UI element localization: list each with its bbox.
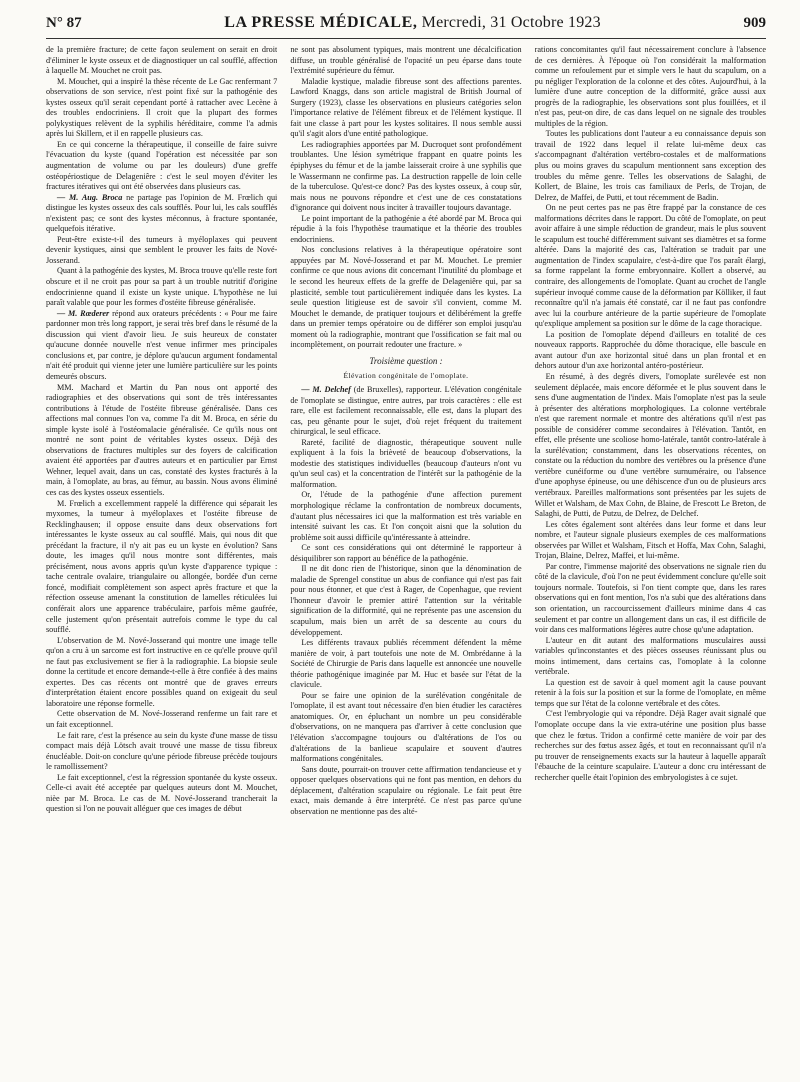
paragraph-text: répond aux orateurs précédents : « Pour me faire pardonner mon très long rapport, je serai très bref dans le résumé de la discussion qui vient d'avoir lieu. Je suis heureux de constater qu'aucune donnée nouvelle n'est venue infirmer mes principales conclusions et, par contre, je déplore qu'aucun argument fondamental n'ait été produit qui vienne jeter une lumière particulière sur les points demeurés obscurs. [46, 308, 278, 381]
paragraph [46, 383, 277, 499]
paragraph-text: La question est de savoir à quel moment agit la cause pouvant retenir à la fois sur la position et sur la forme de l'omoplate, en même temps que sur l'état de la colonne vertébrale et des côtes. [534, 677, 766, 708]
paragraph [46, 45, 277, 77]
paragraph-text: ne sont pas absolument typiques, mais montrent une décalcification diffuse, un trouble généralisé de l'opacité un peu éparse dans toute l'extrémité supérieure du fémur. [290, 45, 522, 76]
column-2 [290, 45, 521, 1075]
paragraph [46, 773, 277, 815]
section-subheading: Élévation congénitale de l'omoplate. [343, 371, 469, 381]
paragraph-text: Les côtes également sont altérées dans leur forme et dans leur nombre, et l'auteur signale plusieurs exemples de ces malformations observées par Willet et Walsham, Fitsch et Hoffa, Max Cohn, Salaghi, Trojan, Blaine, Delrez, Maffei, et lui-même. [534, 519, 766, 561]
paragraph [535, 636, 766, 678]
paragraph-text: (de Bruxelles), rapporteur. L'élévation congénitale de l'omoplate se distingue, entre autres, par trois caractères : elle est rare, elle est facilement reconnaissable, elle est, dans la plupart des cas, peu gênante pour le sujet, d'où rejet fréquent du traitement chirurgical, le seul efficace. [290, 384, 522, 437]
paragraph [535, 330, 766, 372]
paragraph [290, 438, 521, 491]
paragraph [290, 490, 521, 543]
paragraph [290, 543, 521, 564]
paragraph-text: M. Frœlich a excellemment rappelé la différence qui séparait les myxomes, la tumeur à myéloplaxes et l'ostéite fibreuse de Recklinghausen; il oppose ensuite dans deux observations fort intéressantes le kyste osseux au cal soufflé. Mais, qui nous dit que précédant la fracture, il n'y ait pas eu un kyste en évolution? Sans doute, les images qu'il nous montre sont différentes, mais précisément, nous avons appris qu'un kyste d'apparence typique : tache centrale ovalaire, triangulaire ou allongée, bordée d'un cerne foncé, modifiait complètement son aspect après fracture et que la réfection osseuse amenant la constitution de lamelles réticulées lui conférait alors une apparence trabéculaire, parfois même gaufrée, celle justement qu'on présentait autrefois comme le type du cal soufflé. [46, 498, 278, 635]
paragraph [290, 245, 521, 350]
paragraph-text: MM. Machard et Martin du Pan nous ont apporté des radiographies et des observations qui sont de très intéressantes contributions à l'étude de l'ostéite fibreuse généralisée. Dans ces affections mal connues l'on va, comme l'a dit M. Broca, en série du simple kyste isolé à l'ostéomalacie généralisée. Ce qu'ils nous ont montré ne sont point de véritables kystes osseux. Déjà des observations de fractures multiples sur des foyers de calcification avaient été apportées par d'autres auteurs et en particulier par Ernst Wehner, lequel avait, dans un cas, constaté des kystes fracturés à la main, à l'omoplate, au bras, au fémur, au bassin. Nous avons éliminé ces cas des kystes osseux essentiels. [46, 382, 278, 497]
paragraph [535, 562, 766, 636]
paragraph-text: En résumé, à des degrés divers, l'omoplate surélevée est non seulement déplacée, mais encore déformée et le plus souvent dans le sens d'une augmentation de l'index. Mais l'omoplate n'est pas la seule à présenter des altérations morphologiques. La colonne vertébrale n'est que rarement normale et montre des altérations qu'il n'est pas possible de considérer comme secondaires à l'élévation. Tantôt, en effet, elle présente une scoliose homo-latérale, tantôt contro-latérale à la surélévation; constamment, dans les observations récentes, on constate ou la réduction du nombre des vertèbres ou la présence d'une vertèbre cunéiforme ou d'une vertèbre surnuméraire, ou l'absence d'une apophyse épineuse, ou une déhiscence d'un ou de plusieurs arcs vertébraux. Pareilles malformations sont présentées par les sujets de Willet et Walsham, de Max Cohn, de Blaine, de Frescott Le Breton, de Salaghi, de Putti, de Putzu, de Delrez, de Delchef. [534, 371, 766, 519]
paragraph [46, 731, 277, 773]
paragraph [46, 140, 277, 193]
paragraph [290, 385, 521, 438]
paragraph-text: de la première fracture; de cette façon seulement on serait en droit d'éliminer le kyste osseux et de diagnostiquer un cal soufflé, affection à laquelle M. Mouchet ne croit pas. [46, 45, 278, 76]
speaker-name: — M. Rœderer [57, 308, 110, 318]
paragraph-text: Or, l'étude de la pathogénie d'une affection purement morphologique réclame la confrontation de nombreux documents, d'autant plus nécessaires ici que la malformation est très variable en intensité suivant les cas. Et l'on conçoit aisni que la solution du problème soit aussi difficile qu'intéressante à atteindre. [290, 490, 522, 542]
paragraph [46, 77, 277, 140]
column-1 [46, 45, 277, 1075]
issue-number: N° 87 [46, 15, 82, 31]
paragraph-text: Sans doute, pourrait-on trouver cette affirmation tendancieuse et y opposer quelques observations qui ne font pas mention, en dehors du déplacement, d'altération scapulaire ou régionale. Le fait peut être exact, mais demande à être interprété. Ce n'est pas parce qu'une observation ne mentionne pas des alté- [290, 764, 522, 816]
paragraph [290, 564, 521, 638]
paragraph [535, 678, 766, 710]
paragraph [535, 203, 766, 330]
paragraph [290, 45, 521, 77]
paragraph [290, 765, 521, 818]
section-heading: Troisième question : [369, 355, 443, 366]
page-header [46, 14, 766, 39]
paragraph-text: Toutes les publications dont l'auteur a eu connaissance depuis son travail de 1922 dans lequel il relate lui-même deux cas s'accompagnant d'altération vertébro-costales et de malformations plus ou moins graves du scapulum mentionnent sans exception des troubles du même genre. Telles les observations de Salaghi, de Kollert, de Blaine, les trois cas familiaux de Perls, de Trojan, de Delrez, de Maffei, de Putti, et tout récemment de Badin. [534, 129, 766, 202]
publication-date: Mercredi, 31 Octobre 1923 [421, 14, 601, 31]
paragraph-text: Le fait exceptionnel, c'est la régression spontanée du kyste osseux. Celle-ci avait été acceptée par quelques auteurs dont M. Mouchet, nièe par M. Broca. Le cas de M. Nové-Josserand trancherait la question si l'on ne pouvait alléguer que ces images de début [46, 772, 278, 814]
paragraph-text: Quant à la pathogénie des kystes, M. Broca trouve qu'elle reste fort obscure et il ne croit pas pour sa part à un trouble nutritif d'origine endocrinienne quand il existe un kyste unique. L'hypothèse ne lui paraît valable que pour les formes d'ostéite fibreuse généralisée. [46, 266, 278, 308]
paragraph [290, 638, 521, 691]
paragraph [290, 214, 521, 246]
paragraph [535, 45, 766, 129]
paragraph-text: Peut-être existe-t-il des tumeurs à myéloplaxes qui peuvent devenir kystiques, ainsi que semblent le prouver les faits de Nové-Josserand. [46, 234, 278, 265]
paragraph-text: En ce qui concerne la thérapeutique, il conseille de faire suivre l'évacuation du kyste (quand l'opération est nécessitée par son augmentation de volume ou par les douleurs) d'une greffe ostéopériostique de Delageniêre : c'est le seul moyen d'éviter les fractures itératives qui ont été observées dans plusieurs cas. [46, 139, 278, 192]
publication-title: LA PRESSE MÉDICALE, [224, 14, 418, 31]
paragraph-text: Le point important de la pathogénie a été abordé par M. Broca qui répudie à la fois l'hypothèse traumatique et la théorie des troubles endocriniens. [290, 213, 522, 244]
paragraph-text: Les différents travaux publiés récemment défendent la même manière de voir, à part toutefois une note de M. Ombrédanne à la Société de Chirurgie de Paris dans laquelle est annoncée une nouvelle théorie pathogénique imaginée par M. Huc et basée sur l'état de la clavicule. [290, 638, 522, 690]
paragraph-text: Pour se faire une opinion de la surélévation congénitale de l'omoplate, il est avant tout nécessaire d'en bien étudier les caractères anatomiques. Or, en épluchant un nombre un peu considérable d'observations, on ne manquera pas d'arriver à cette conclusion que l'élévation s'accompagne toujours ou d'altérations de l'os ou d'altérations de la banlieue scapulaire et souvent d'autres malformations congénitales. [290, 690, 522, 764]
paragraph [290, 691, 521, 765]
speaker-name: — M. Aug. Broca [57, 192, 123, 202]
paragraph [46, 309, 277, 383]
paragraph [46, 499, 277, 636]
paragraph [290, 77, 521, 140]
paragraph-text: Rareté, facilité de diagnostic, thérapeutique souvent nulle expliquent à la fois la brièveté de beaucoup d'observations, la modestie des statistiques individuelles (beaucoup d'auteurs n'ont vu qu'un seul cas) et la concentration de l'intérêt sur la pathogénie de la malformation. [290, 437, 522, 489]
paragraph [535, 709, 766, 783]
paragraph [535, 129, 766, 203]
paragraph [46, 235, 277, 267]
paragraph-text: Il ne dit donc rien de l'historique, sinon que la dénomination de maladie de Sprengel constitue un abus de confiance qui n'est pas fait pour nous étonner, et que c'est à Rager, de Copenhague, que revient l'honneur d'avoir le premier attiré l'attention sur la véritable signification de la difformité, qui ne représente pas une ascension du scapulum, mais bien un arrêt de sa descente au cours du développement. [290, 564, 522, 637]
paragraph-text: Le fait rare, c'est la présence au sein du kyste d'une masse de tissu compact mais déjà Lötsch avait trouvé une masse de tissu fibreux énucléable. Doit-on conclure qu'une période fibreuse précède toujours le ramollissement? [46, 730, 278, 772]
paragraph [46, 266, 277, 308]
paragraph-text: L'observation de M. Nové-Josserand qui montre une image telle qu'on a cru à un sarcome est fort instructive en ce qu'elle prouve qu'il ne faut pas exclusivement se fier à la radiographie. La biopsie seule donne la certitude et encore demande-t-elle à être confiée à des mains expertes. Des cas récents ont montré que de graves erreurs d'interprétation étaient encore possibles quand on exigeait du seul laboratoire une réponse formelle. [46, 635, 278, 708]
paragraph-text: On ne peut certes pas ne pas être frappé par la constance de ces malformations décrites dans le rapport. Du côté de l'omoplate, on peut avoir affaire à une simple réduction de grandeur, mais le plus souvent le scapulum est touché différemment suivant ses diamètres et sa forme altérée. Dans la majorité des cas, l'altération se traduit par une augmentation de l'index scapulaire, c'est-à-dire que l'os paraît élargi, sa forme rappelant la forme embryonnaire. Kollert a observé, au contraire, des allongements de l'omoplate. Quant au crochet de l'angle supérieur invoqué comme cause de la déformation par Kölliker, il faut reconnaître qu'il n'a jamais été constaté, car il ne faut pas confondre avec lui la courbure antérieure de la partie supérieure de l'omoplate qu'explique amplement sa position sur le dôme de la cage thoracique. [534, 203, 766, 329]
paragraph-text: La position de l'omoplate dépend d'ailleurs en totalité de ces nouveaux rapports. Rapprochée du dôme thoracique, elle bascule en avant autour d'un axe horizontal situé dans un plan frontal et en dehors autour d'un axe horizontal antéro-postérieur. [534, 329, 766, 371]
page-number: 909 [743, 15, 766, 31]
paragraph-text: Ce sont ces considérations qui ont déterminé le rapporteur à désiquilibrer son rapport au bénéfice de la pathogénie. [290, 543, 522, 563]
paragraph-text: ne partage pas l'opinion de M. Frœlich qui distingue les kystes osseux des cals soufflés. Pour lui, les cals soufflés n'existent pas; ce sont des kystes méconnus, à fracture spontanée, quelquefois itérative. [46, 192, 278, 234]
paragraph [290, 140, 521, 214]
paragraph-text: Les radiographies apportées par M. Ducroquet sont profondément troublantes. Une lésion symétrique frappant en quatre points les épiphyses du fémur et de la jambe laisserait croire à une syphilis que le Wassermann ne confirme pas. La destruction rappelle de loin celle de la tuberculose. Qu'est-ce donc? Pas des kystes osseux, à coup sûr, mais nous ne pouvons répondre et c'est une de ces constatations d'ignorance qui doivent nous inciter à travailler toujours davantage. [290, 139, 522, 213]
paragraph [46, 636, 277, 710]
paragraph [46, 193, 277, 235]
paragraph-text: Nos conclusions relatives à la thérapeutique opératoire sont appuyées par M. Nové-Josserand et par M. Mouchet. Le premier confirme ce que nous avions dit concernant l'inutilité du plombage et le second les heureux effets de la greffe de Delageniêre qui, par sa plasticité, semble tout particulièrement indiquée dans les kystes. La seule question litigieuse est de savoir s'il convient, comme M. Mouchet le demande, de pratiquer toujours et délibérément la greffe dans un premier temps opératoire ou de différer son emploi jusqu'au moment où la radiographie, montrant que l'ossification se fait mal ou incomplètement, on pourrait redouter une fracture. » [290, 245, 522, 350]
paragraph-text: C'est l'embryologie qui va répondre. Déjà Rager avait signalé que l'omoplate occupe dans la vie extra-utérine une position plus basse que chez le fœtus. Tridon a confirmé cette manière de voir par des recherches sur des fœtus assez âgés, et tout en reconnaissant qu'il n'a pu trouver de renseignements exacts sur la hauteur à laquelle apparaît l'ébauche de la ceinture scapulaire. L'auteur a donc cru intéressant de rechercher quelle était l'opinion des embryologistes à ce sujet. [534, 709, 766, 782]
paragraph-text: Maladie kystique, maladie fibreuse sont des affections parentes. Lawford Knaggs, dans son article magistral de British Journal of Surgery (1923), classe les observations en plusieurs catégories selon l'importance relative de l'élément fibreux et de l'élément kystique. Il fait une classe à part pour les kystes solitaires. Il nous semble aussi qu'il s'agit alors d'une entité pathologique. [290, 76, 522, 139]
paragraph-text: M. Mouchet, qui a inspiré la thèse récente de Le Gac renfermant 7 observations de son service, n'est point fixé sur la pathogénie des kystes osseux qu'il serait cependant porté à rattacher avec Lecène à des troubles endocriniens. Il croit que la plupart des formes polykystiques relèvent de la syphilis héréditaire, comme l'a admis après lui Skillern, et il en rappelle plusieurs cas. [46, 76, 278, 139]
speaker-name: — M. Delchef [301, 384, 351, 394]
masthead [224, 14, 601, 32]
paragraph-text: rations concomitantes qu'il faut nécessairement conclure à l'absence de ces dernières. À l'époque où l'on considérait la malformation comme un refoulement pur et simple vers le haut du scapulum, on a pu négliger l'exploration de la colonne et des côtes. Aujourd'hui, à la lumière d'une autre conception de la difformité, grâce aussi aux progrès de la radiographie, les observations sont plus fouillées, et il n'est pas, peut-on dire, de cas dans lequel on ne signale des troubles multiples de la région. [534, 45, 766, 128]
paragraph [46, 709, 277, 730]
paragraph-text: Cette observation de M. Nové-Josserand renferme un fait rare et un fait exceptionnel. [46, 709, 278, 729]
text-columns [46, 45, 766, 1075]
paragraph-text: Par contre, l'immense majorité des observations ne signale rien du côté de la clavicule, d'où l'on ne peut évidemment conclure qu'elle soit toujours normale. Toutefois, si l'on tient compte que, dans les rares observations qui en font mention, l'os n'a subi que des altérations dans son orientation, un raccourcissement d'ailleurs minime dans 4 cas seulement et par contre un allongement dans un cas, il est difficile de voir dans ces malformations légères autre chose qu'une adaptation. [534, 561, 766, 635]
paragraph-text: L'auteur en dit autant des malformations musculaires aussi variables qu'inconstantes et des pièces osseuses réunissant plus ou moins intimement, dans certains cas, l'omoplate à la colonne vertébrale. [534, 635, 766, 677]
paragraph [535, 372, 766, 520]
paragraph [535, 520, 766, 562]
column-3 [535, 45, 766, 1075]
